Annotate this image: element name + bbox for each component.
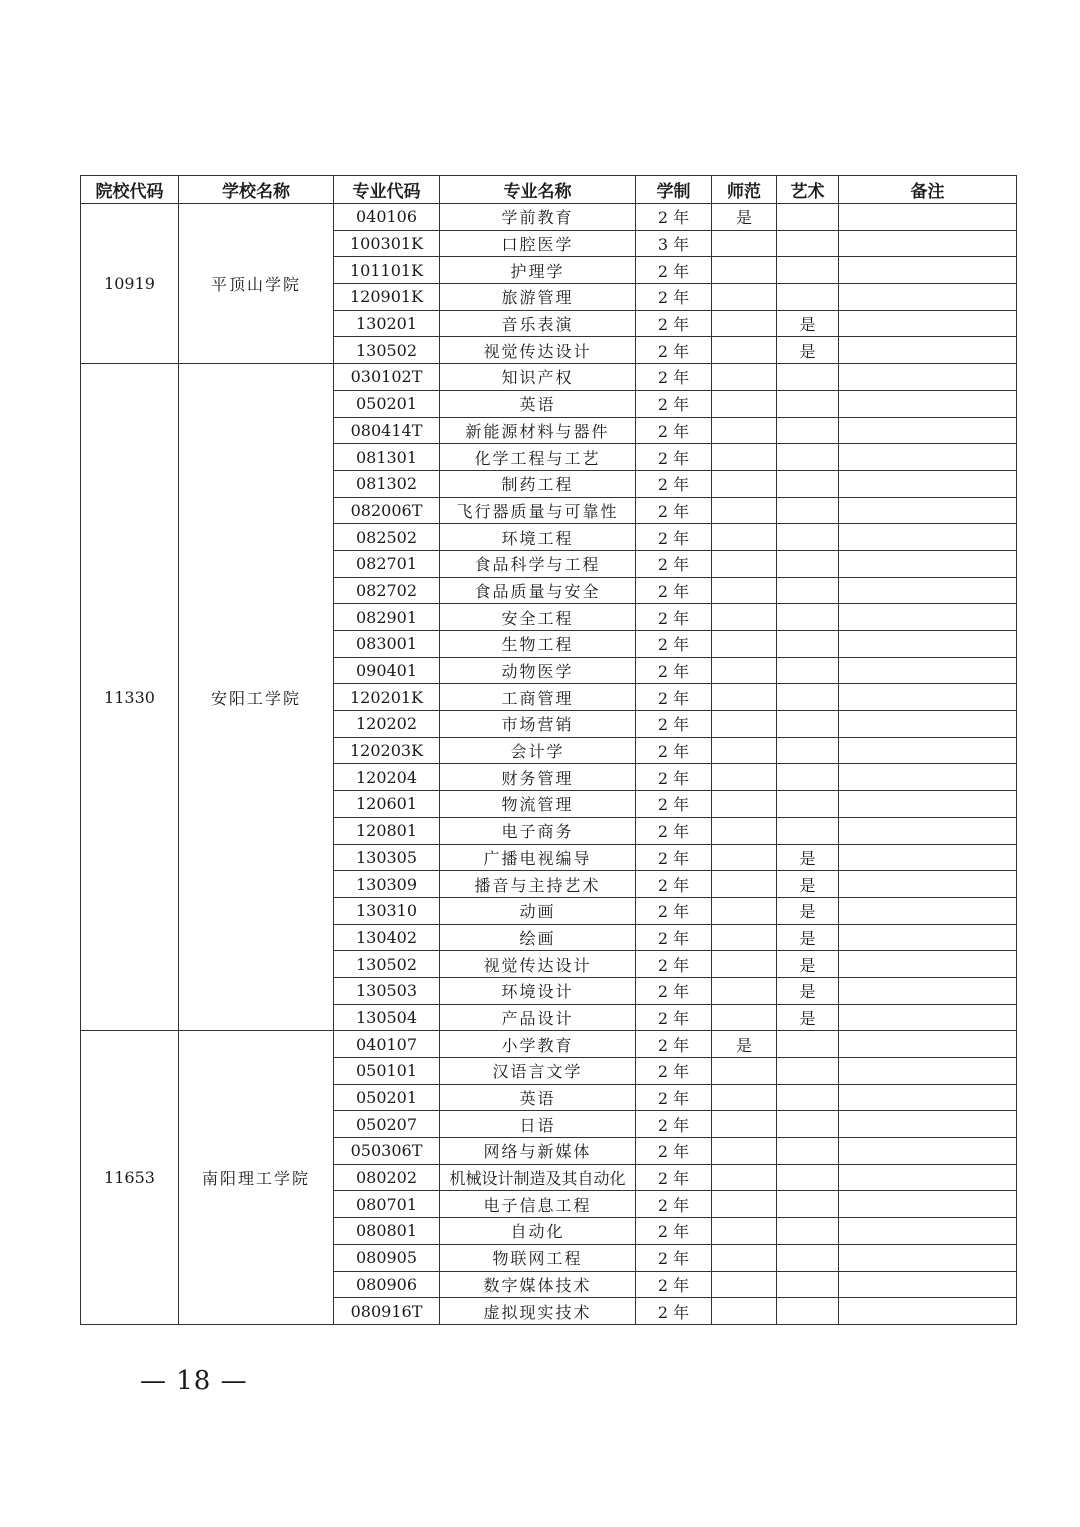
table-body bbox=[81, 204, 1017, 1325]
major-name-cell: 广播电视编导 bbox=[440, 844, 636, 871]
normal-cell bbox=[712, 444, 777, 471]
major-code-cell: 120203K bbox=[334, 737, 440, 764]
major-name-cell: 环境工程 bbox=[440, 524, 636, 551]
school-code-cell: 11330 bbox=[81, 364, 179, 1031]
note-cell bbox=[839, 1191, 1017, 1218]
normal-cell bbox=[712, 284, 777, 311]
note-cell bbox=[839, 871, 1017, 898]
art-cell bbox=[777, 711, 839, 738]
art-cell bbox=[777, 631, 839, 658]
note-cell bbox=[839, 390, 1017, 417]
normal-cell bbox=[712, 470, 777, 497]
normal-cell bbox=[712, 657, 777, 684]
major-code-cell: 083001 bbox=[334, 631, 440, 658]
note-cell bbox=[839, 337, 1017, 364]
art-cell bbox=[777, 364, 839, 391]
major-name-cell: 英语 bbox=[440, 1084, 636, 1111]
duration-cell: 2 年 bbox=[636, 791, 712, 818]
art-cell bbox=[777, 1218, 839, 1245]
normal-cell bbox=[712, 791, 777, 818]
art-cell bbox=[777, 684, 839, 711]
header-duration: 学制 bbox=[636, 176, 712, 204]
major-code-cell: 080414T bbox=[334, 417, 440, 444]
major-name-cell: 播音与主持艺术 bbox=[440, 871, 636, 898]
major-name-cell: 机械设计制造及其自动化 bbox=[440, 1164, 636, 1191]
normal-cell bbox=[712, 1191, 777, 1218]
major-name-cell: 物联网工程 bbox=[440, 1244, 636, 1271]
art-cell bbox=[777, 444, 839, 471]
duration-cell: 2 年 bbox=[636, 1271, 712, 1298]
normal-cell bbox=[712, 871, 777, 898]
major-name-cell: 日语 bbox=[440, 1111, 636, 1138]
major-name-cell: 电子商务 bbox=[440, 817, 636, 844]
note-cell bbox=[839, 577, 1017, 604]
normal-cell bbox=[712, 1058, 777, 1085]
major-code-cell: 120801 bbox=[334, 817, 440, 844]
header-school-name: 学校名称 bbox=[179, 176, 334, 204]
art-cell bbox=[777, 230, 839, 257]
major-code-cell: 130504 bbox=[334, 1004, 440, 1031]
art-cell bbox=[777, 817, 839, 844]
major-code-cell: 080906 bbox=[334, 1271, 440, 1298]
duration-cell: 2 年 bbox=[636, 1164, 712, 1191]
art-cell: 是 bbox=[777, 871, 839, 898]
duration-cell: 2 年 bbox=[636, 550, 712, 577]
note-cell bbox=[839, 604, 1017, 631]
normal-cell bbox=[712, 684, 777, 711]
art-cell: 是 bbox=[777, 924, 839, 951]
note-cell bbox=[839, 764, 1017, 791]
duration-cell: 2 年 bbox=[636, 951, 712, 978]
normal-cell bbox=[712, 844, 777, 871]
major-code-cell: 130503 bbox=[334, 977, 440, 1004]
normal-cell bbox=[712, 817, 777, 844]
normal-cell: 是 bbox=[712, 1031, 777, 1058]
normal-cell bbox=[712, 230, 777, 257]
note-cell bbox=[839, 844, 1017, 871]
art-cell: 是 bbox=[777, 337, 839, 364]
duration-cell: 2 年 bbox=[636, 257, 712, 284]
header-note: 备注 bbox=[839, 176, 1017, 204]
art-cell bbox=[777, 657, 839, 684]
major-name-cell: 制药工程 bbox=[440, 470, 636, 497]
art-cell bbox=[777, 1191, 839, 1218]
art-cell: 是 bbox=[777, 844, 839, 871]
major-code-cell: 080701 bbox=[334, 1191, 440, 1218]
note-cell bbox=[839, 470, 1017, 497]
art-cell bbox=[777, 737, 839, 764]
school-code-cell: 10919 bbox=[81, 204, 179, 364]
note-cell bbox=[839, 524, 1017, 551]
major-name-cell: 新能源材料与器件 bbox=[440, 417, 636, 444]
art-cell bbox=[777, 390, 839, 417]
major-code-cell: 050201 bbox=[334, 390, 440, 417]
major-name-cell: 绘画 bbox=[440, 924, 636, 951]
normal-cell bbox=[712, 390, 777, 417]
duration-cell: 2 年 bbox=[636, 1084, 712, 1111]
art-cell bbox=[777, 1138, 839, 1165]
note-cell bbox=[839, 1004, 1017, 1031]
duration-cell: 2 年 bbox=[636, 1244, 712, 1271]
major-code-cell: 120201K bbox=[334, 684, 440, 711]
major-code-cell: 082502 bbox=[334, 524, 440, 551]
table-row bbox=[81, 1031, 1017, 1058]
major-name-cell: 知识产权 bbox=[440, 364, 636, 391]
duration-cell: 2 年 bbox=[636, 1058, 712, 1085]
note-cell bbox=[839, 1138, 1017, 1165]
table-header-row bbox=[81, 176, 1017, 204]
major-name-cell: 汉语言文学 bbox=[440, 1058, 636, 1085]
art-cell bbox=[777, 1244, 839, 1271]
major-code-cell: 040106 bbox=[334, 204, 440, 231]
note-cell bbox=[839, 791, 1017, 818]
major-name-cell: 动物医学 bbox=[440, 657, 636, 684]
note-cell bbox=[839, 631, 1017, 658]
art-cell bbox=[777, 791, 839, 818]
duration-cell: 2 年 bbox=[636, 470, 712, 497]
major-name-cell: 虚拟现实技术 bbox=[440, 1298, 636, 1325]
note-cell bbox=[839, 1164, 1017, 1191]
note-cell bbox=[839, 684, 1017, 711]
major-name-cell: 财务管理 bbox=[440, 764, 636, 791]
duration-cell: 2 年 bbox=[636, 1138, 712, 1165]
major-name-cell: 自动化 bbox=[440, 1218, 636, 1245]
school-code-cell: 11653 bbox=[81, 1031, 179, 1325]
art-cell bbox=[777, 204, 839, 231]
major-code-cell: 120901K bbox=[334, 284, 440, 311]
duration-cell: 2 年 bbox=[636, 817, 712, 844]
major-name-cell: 旅游管理 bbox=[440, 284, 636, 311]
duration-cell: 2 年 bbox=[636, 497, 712, 524]
major-name-cell: 电子信息工程 bbox=[440, 1191, 636, 1218]
art-cell bbox=[777, 764, 839, 791]
duration-cell: 2 年 bbox=[636, 684, 712, 711]
art-cell bbox=[777, 1164, 839, 1191]
major-name-cell: 产品设计 bbox=[440, 1004, 636, 1031]
major-code-cell: 081302 bbox=[334, 470, 440, 497]
art-cell bbox=[777, 284, 839, 311]
art-cell bbox=[777, 257, 839, 284]
note-cell bbox=[839, 310, 1017, 337]
major-code-cell: 101101K bbox=[334, 257, 440, 284]
normal-cell bbox=[712, 924, 777, 951]
major-code-cell: 050201 bbox=[334, 1084, 440, 1111]
major-code-cell: 080916T bbox=[334, 1298, 440, 1325]
major-name-cell: 数字媒体技术 bbox=[440, 1271, 636, 1298]
note-cell bbox=[839, 737, 1017, 764]
duration-cell: 2 年 bbox=[636, 844, 712, 871]
duration-cell: 2 年 bbox=[636, 871, 712, 898]
art-cell bbox=[777, 604, 839, 631]
duration-cell: 2 年 bbox=[636, 204, 712, 231]
duration-cell: 2 年 bbox=[636, 897, 712, 924]
art-cell: 是 bbox=[777, 1004, 839, 1031]
normal-cell bbox=[712, 550, 777, 577]
duration-cell: 2 年 bbox=[636, 977, 712, 1004]
major-code-cell: 080905 bbox=[334, 1244, 440, 1271]
page-number: — 18 — bbox=[140, 1366, 248, 1396]
note-cell bbox=[839, 951, 1017, 978]
major-code-cell: 050207 bbox=[334, 1111, 440, 1138]
major-name-cell: 音乐表演 bbox=[440, 310, 636, 337]
major-name-cell: 食品质量与安全 bbox=[440, 577, 636, 604]
note-cell bbox=[839, 924, 1017, 951]
major-code-cell: 120202 bbox=[334, 711, 440, 738]
major-name-cell: 飞行器质量与可靠性 bbox=[440, 497, 636, 524]
art-cell: 是 bbox=[777, 977, 839, 1004]
note-cell bbox=[839, 284, 1017, 311]
duration-cell: 2 年 bbox=[636, 657, 712, 684]
normal-cell bbox=[712, 1164, 777, 1191]
major-code-cell: 120601 bbox=[334, 791, 440, 818]
duration-cell: 2 年 bbox=[636, 1111, 712, 1138]
major-name-cell: 物流管理 bbox=[440, 791, 636, 818]
duration-cell: 2 年 bbox=[636, 1031, 712, 1058]
major-name-cell: 会计学 bbox=[440, 737, 636, 764]
duration-cell: 3 年 bbox=[636, 230, 712, 257]
table-row bbox=[81, 204, 1017, 231]
normal-cell bbox=[712, 897, 777, 924]
major-code-cell: 082701 bbox=[334, 550, 440, 577]
art-cell bbox=[777, 1271, 839, 1298]
duration-cell: 2 年 bbox=[636, 604, 712, 631]
normal-cell bbox=[712, 364, 777, 391]
major-name-cell: 环境设计 bbox=[440, 977, 636, 1004]
major-name-cell: 视觉传达设计 bbox=[440, 951, 636, 978]
art-cell bbox=[777, 524, 839, 551]
normal-cell bbox=[712, 1298, 777, 1325]
header-school-code: 院校代码 bbox=[81, 176, 179, 204]
normal-cell bbox=[712, 1218, 777, 1245]
major-name-cell: 动画 bbox=[440, 897, 636, 924]
duration-cell: 2 年 bbox=[636, 444, 712, 471]
note-cell bbox=[839, 417, 1017, 444]
major-name-cell: 护理学 bbox=[440, 257, 636, 284]
major-code-cell: 030102T bbox=[334, 364, 440, 391]
major-code-cell: 130309 bbox=[334, 871, 440, 898]
majors-table bbox=[80, 175, 1017, 1325]
major-name-cell: 化学工程与工艺 bbox=[440, 444, 636, 471]
normal-cell bbox=[712, 631, 777, 658]
major-code-cell: 050306T bbox=[334, 1138, 440, 1165]
normal-cell bbox=[712, 1004, 777, 1031]
duration-cell: 2 年 bbox=[636, 1004, 712, 1031]
major-code-cell: 082901 bbox=[334, 604, 440, 631]
major-code-cell: 090401 bbox=[334, 657, 440, 684]
normal-cell bbox=[712, 1244, 777, 1271]
note-cell bbox=[839, 444, 1017, 471]
normal-cell bbox=[712, 337, 777, 364]
normal-cell bbox=[712, 497, 777, 524]
note-cell bbox=[839, 1111, 1017, 1138]
duration-cell: 2 年 bbox=[636, 524, 712, 551]
normal-cell bbox=[712, 524, 777, 551]
major-code-cell: 130502 bbox=[334, 951, 440, 978]
normal-cell bbox=[712, 737, 777, 764]
art-cell bbox=[777, 577, 839, 604]
art-cell bbox=[777, 470, 839, 497]
normal-cell bbox=[712, 310, 777, 337]
normal-cell bbox=[712, 604, 777, 631]
note-cell bbox=[839, 257, 1017, 284]
art-cell bbox=[777, 1084, 839, 1111]
major-code-cell: 100301K bbox=[334, 230, 440, 257]
note-cell bbox=[839, 711, 1017, 738]
note-cell bbox=[839, 497, 1017, 524]
art-cell: 是 bbox=[777, 897, 839, 924]
header-normal: 师范 bbox=[712, 176, 777, 204]
note-cell bbox=[839, 204, 1017, 231]
note-cell bbox=[839, 1298, 1017, 1325]
duration-cell: 2 年 bbox=[636, 310, 712, 337]
note-cell bbox=[839, 1058, 1017, 1085]
note-cell bbox=[839, 230, 1017, 257]
school-name-cell: 平顶山学院 bbox=[179, 204, 334, 364]
note-cell bbox=[839, 657, 1017, 684]
major-code-cell: 130305 bbox=[334, 844, 440, 871]
major-name-cell: 学前教育 bbox=[440, 204, 636, 231]
major-code-cell: 080202 bbox=[334, 1164, 440, 1191]
note-cell bbox=[839, 364, 1017, 391]
major-code-cell: 050101 bbox=[334, 1058, 440, 1085]
duration-cell: 2 年 bbox=[636, 364, 712, 391]
major-name-cell: 小学教育 bbox=[440, 1031, 636, 1058]
major-name-cell: 网络与新媒体 bbox=[440, 1138, 636, 1165]
note-cell bbox=[839, 1084, 1017, 1111]
note-cell bbox=[839, 1218, 1017, 1245]
major-code-cell: 082006T bbox=[334, 497, 440, 524]
header-art: 艺术 bbox=[777, 176, 839, 204]
duration-cell: 2 年 bbox=[636, 390, 712, 417]
major-code-cell: 130402 bbox=[334, 924, 440, 951]
note-cell bbox=[839, 1031, 1017, 1058]
art-cell bbox=[777, 497, 839, 524]
duration-cell: 2 年 bbox=[636, 764, 712, 791]
major-code-cell: 130310 bbox=[334, 897, 440, 924]
duration-cell: 2 年 bbox=[636, 284, 712, 311]
normal-cell bbox=[712, 1138, 777, 1165]
duration-cell: 2 年 bbox=[636, 1191, 712, 1218]
normal-cell bbox=[712, 417, 777, 444]
school-name-cell: 安阳工学院 bbox=[179, 364, 334, 1031]
normal-cell bbox=[712, 711, 777, 738]
art-cell bbox=[777, 550, 839, 577]
major-name-cell: 视觉传达设计 bbox=[440, 337, 636, 364]
major-name-cell: 安全工程 bbox=[440, 604, 636, 631]
duration-cell: 2 年 bbox=[636, 577, 712, 604]
art-cell bbox=[777, 1111, 839, 1138]
note-cell bbox=[839, 1271, 1017, 1298]
note-cell bbox=[839, 977, 1017, 1004]
note-cell bbox=[839, 550, 1017, 577]
normal-cell bbox=[712, 764, 777, 791]
duration-cell: 2 年 bbox=[636, 417, 712, 444]
normal-cell bbox=[712, 577, 777, 604]
major-code-cell: 130502 bbox=[334, 337, 440, 364]
major-name-cell: 市场营销 bbox=[440, 711, 636, 738]
major-code-cell: 081301 bbox=[334, 444, 440, 471]
major-name-cell: 食品科学与工程 bbox=[440, 550, 636, 577]
duration-cell: 2 年 bbox=[636, 711, 712, 738]
normal-cell bbox=[712, 951, 777, 978]
duration-cell: 2 年 bbox=[636, 924, 712, 951]
art-cell bbox=[777, 417, 839, 444]
normal-cell bbox=[712, 257, 777, 284]
major-code-cell: 040107 bbox=[334, 1031, 440, 1058]
duration-cell: 2 年 bbox=[636, 1298, 712, 1325]
school-name-cell: 南阳理工学院 bbox=[179, 1031, 334, 1325]
duration-cell: 2 年 bbox=[636, 1218, 712, 1245]
major-code-cell: 082702 bbox=[334, 577, 440, 604]
table-row bbox=[81, 364, 1017, 391]
normal-cell bbox=[712, 1111, 777, 1138]
normal-cell bbox=[712, 977, 777, 1004]
major-code-cell: 120204 bbox=[334, 764, 440, 791]
major-name-cell: 工商管理 bbox=[440, 684, 636, 711]
art-cell bbox=[777, 1298, 839, 1325]
art-cell: 是 bbox=[777, 951, 839, 978]
art-cell bbox=[777, 1058, 839, 1085]
normal-cell: 是 bbox=[712, 204, 777, 231]
art-cell bbox=[777, 1031, 839, 1058]
header-major-code: 专业代码 bbox=[334, 176, 440, 204]
note-cell bbox=[839, 1244, 1017, 1271]
normal-cell bbox=[712, 1084, 777, 1111]
major-name-cell: 口腔医学 bbox=[440, 230, 636, 257]
art-cell: 是 bbox=[777, 310, 839, 337]
major-code-cell: 130201 bbox=[334, 310, 440, 337]
normal-cell bbox=[712, 1271, 777, 1298]
duration-cell: 2 年 bbox=[636, 631, 712, 658]
note-cell bbox=[839, 897, 1017, 924]
major-name-cell: 英语 bbox=[440, 390, 636, 417]
major-name-cell: 生物工程 bbox=[440, 631, 636, 658]
note-cell bbox=[839, 817, 1017, 844]
duration-cell: 2 年 bbox=[636, 337, 712, 364]
major-code-cell: 080801 bbox=[334, 1218, 440, 1245]
duration-cell: 2 年 bbox=[636, 737, 712, 764]
header-major-name: 专业名称 bbox=[440, 176, 636, 204]
